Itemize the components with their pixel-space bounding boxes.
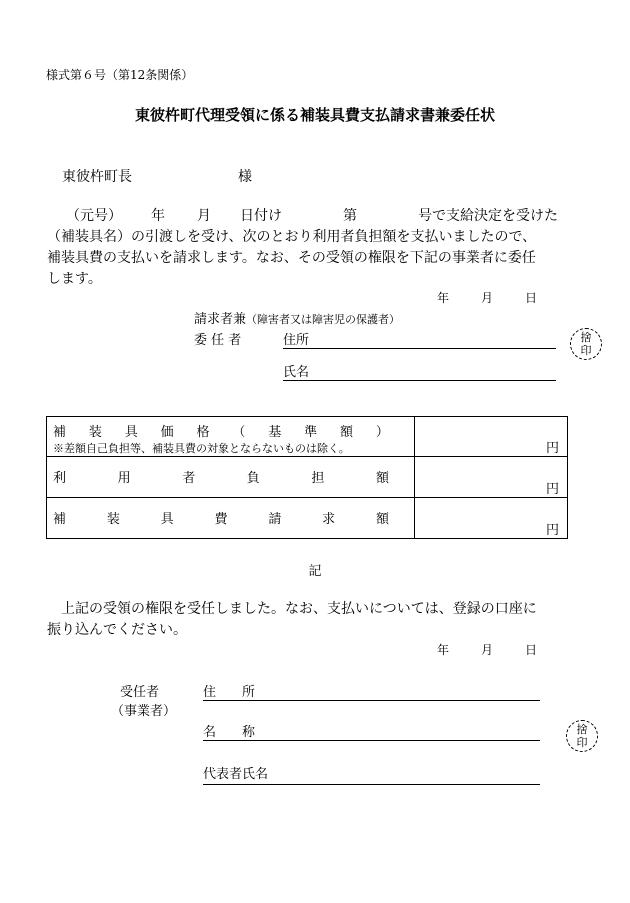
- document-title: 東彼杵町代理受領に係る補装具費支払請求書兼委任状: [134, 106, 495, 124]
- ki-heading: 記: [308, 564, 322, 579]
- date1-year: 年: [437, 291, 450, 305]
- requester-address-label: 住所: [283, 333, 310, 348]
- requester-label-b: 委 任 者: [194, 333, 242, 348]
- agent-seal-mark: 捨 印: [566, 720, 598, 752]
- requester-label-note: （障害者又は障害児の保護者）: [246, 313, 401, 326]
- fee-row-3-label: 補 装 具 費 請 求 額: [53, 512, 389, 527]
- date1-month: 月: [481, 291, 494, 305]
- addressee-honorific: 様: [238, 169, 252, 185]
- fee-row-1-note: ※差額自己負担等、補装具費の対象とならないものは除く。: [53, 442, 350, 455]
- acceptance-line-2: 振り込んでください。: [47, 622, 187, 638]
- requester-label-a: 請求者兼（障害者又は障害児の保護者）: [194, 312, 401, 327]
- fee-row-3-amount[interactable]: 円: [415, 498, 568, 539]
- table-row: [47, 417, 568, 457]
- fee-row-2-amount[interactable]: 円: [415, 457, 568, 498]
- form-number: 様式第６号（第12条関係）: [46, 68, 194, 82]
- intro-paragraph: [47, 206, 572, 290]
- agent-name-label: 名 称: [203, 725, 256, 740]
- requester-name-line[interactable]: [283, 380, 556, 381]
- agent-label: 受任者: [120, 685, 160, 700]
- agent-address-line[interactable]: [203, 700, 540, 701]
- agent-rep-line[interactable]: [203, 784, 540, 785]
- date2-month: 月: [481, 643, 494, 657]
- intro-line-1: （元号） 年 月 日付け 第 号で支給決定を受けた: [66, 208, 558, 224]
- agent-rep-label: 代表者氏名: [203, 767, 269, 782]
- intro-line-3: 補装具費の支払いを請求します。なお、その受領の権限を下記の事業者に委任: [47, 250, 536, 266]
- table-row: [47, 457, 568, 498]
- date1-day: 日: [525, 291, 538, 305]
- agent-address-label: 住 所: [203, 685, 256, 700]
- fees-table: [46, 416, 568, 539]
- intro-line-4: します。: [47, 271, 102, 287]
- fee-row-2-label: 利 用 者 負 担 額: [53, 471, 389, 486]
- requester-name-label: 氏名: [283, 365, 310, 380]
- fee-row-1-label: 補 装 具 価 格 （ 基 準 額 ）: [53, 425, 389, 440]
- addressee-name: 東彼杵町長: [62, 169, 132, 185]
- date2-year: 年: [437, 643, 450, 657]
- requester-address-line[interactable]: [283, 348, 556, 349]
- intro-line-2: （補装具名）の引渡しを受け、次のとおり利用者負担額を支払いましたので、: [47, 229, 537, 245]
- acceptance-paragraph: [47, 599, 572, 641]
- acceptance-line-1: 上記の受領の権限を受任しました。なお、支払いについては、登録の口座に: [61, 601, 537, 617]
- agent-label-note: （事業者）: [111, 704, 177, 719]
- agent-name-line[interactable]: [203, 740, 540, 741]
- table-row: [47, 498, 568, 539]
- requester-seal-mark: 捨 印: [570, 328, 602, 360]
- date2-day: 日: [525, 643, 538, 657]
- fee-row-1-amount[interactable]: 円: [415, 417, 568, 457]
